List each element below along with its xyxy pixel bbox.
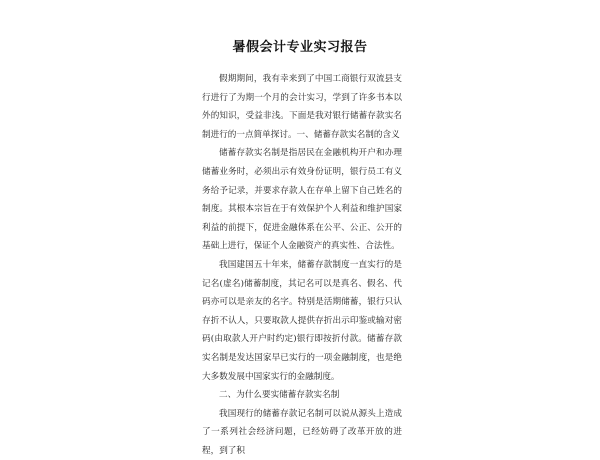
paragraph-intro: 假期期间，我有幸来到了中国工商银行双流县支行进行了为期一个月的会计实习，学到了许多书本以外的知识，受益非浅。下面是我对银行储蓄存款实名制进行的一点简单探讨。一、储蓄存款实名制的含义 — [202, 74, 402, 140]
paragraph-reason: 我国现行的储蓄存款记名制可以说从源头上造成了一系列社会经济问题，已经妨碍了改革开放的进程，到了积 — [202, 408, 402, 456]
section-heading: 二、为什么要实储蓄存款实名制 — [219, 390, 340, 401]
document-body — [202, 70, 402, 460]
paragraph-definition: 储蓄存款实名制是指居民在金融机构开户和办理储蓄业务时，必须出示有效身份证明，银行员工有义务给予记录，并要求存款人在存单上留下自己姓名的制度。其根本宗旨在于有效保护个人利益和维护国家利益的前提下，促进金融体系在公平、公正、公开的基础上进行，保证个人金融资产的真实性、合法性。 — [202, 148, 402, 252]
paragraph-history: 我国建国五十年来，储蓄存款制度一直实行的是记名(虚名)储蓄制度，其记名可以是真名、假名、代码亦可以是亲友的名字。特别是活期储蓄，银行只认存折不认人，只要取款人提供存折出示印鉴或输对密码(由取款人开户时约定)银行即按折付款。储蓄存款实名制是发达国家早已实行的一项金融制度，也是绝大多数发展中国家实行的金融制度。 — [202, 259, 402, 382]
page-title: 暑假会计专业实习报告 — [232, 40, 368, 55]
